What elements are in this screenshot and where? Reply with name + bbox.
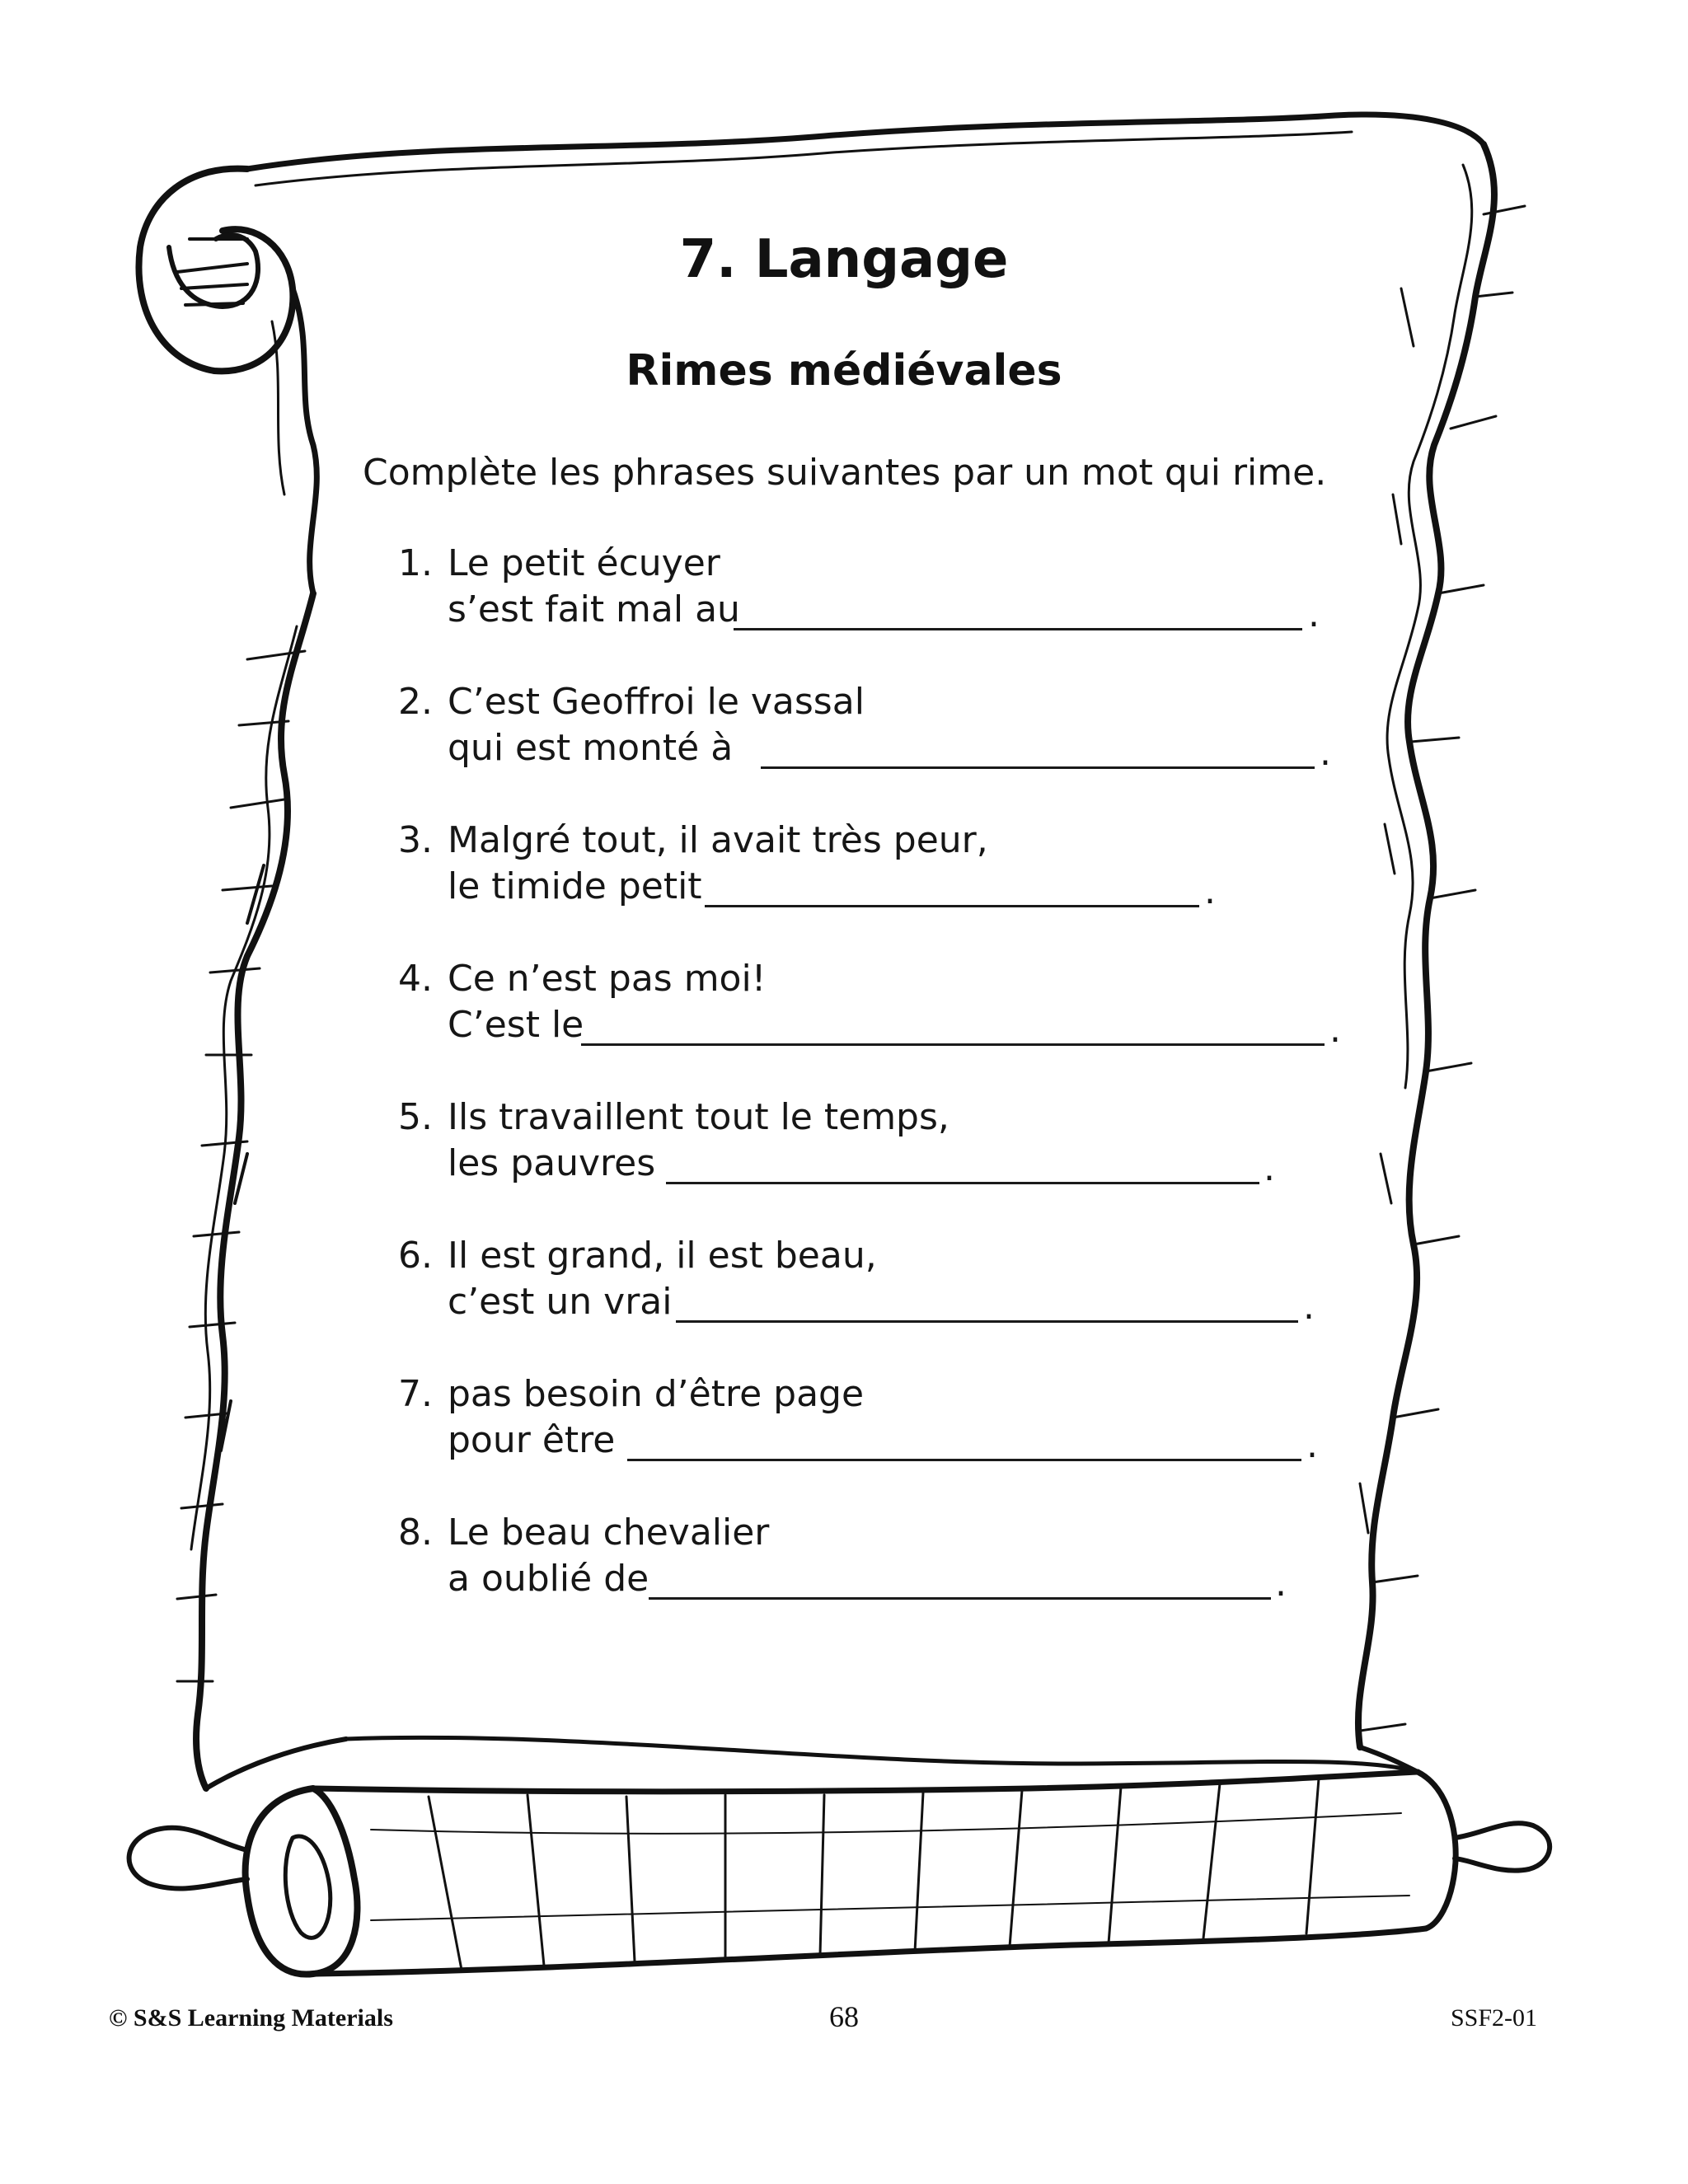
subtitle: Rimes médiévales <box>626 346 1062 396</box>
answer-blank[interactable] <box>676 1320 1298 1323</box>
question-line-1: Le petit écuyer <box>448 542 720 584</box>
question-line-1: C’est Geoffroi le vassal <box>448 681 865 723</box>
footer-page-number: 68 <box>829 2000 859 2033</box>
question-line-2: le timide petit <box>448 865 702 907</box>
question-line-2: les pauvres <box>448 1142 656 1184</box>
question-line-1: Ce n’est pas moi! <box>448 958 767 1000</box>
question-line-2: a oublié de <box>448 1558 649 1600</box>
period: . <box>1204 870 1216 912</box>
period: . <box>1264 1147 1275 1189</box>
question-number: 7. <box>398 1373 433 1415</box>
period: . <box>1308 593 1320 635</box>
question-number: 6. <box>398 1235 433 1277</box>
period: . <box>1303 1286 1315 1328</box>
answer-blank[interactable] <box>705 905 1199 907</box>
question-line-1: Malgré tout, il avait très peur, <box>448 819 988 861</box>
question-line-1: Ils travaillent tout le temps, <box>448 1096 950 1138</box>
question-number: 8. <box>398 1511 433 1554</box>
question-line-1: Il est grand, il est beau, <box>448 1235 877 1277</box>
period: . <box>1275 1563 1287 1605</box>
period: . <box>1320 732 1331 774</box>
question-number: 4. <box>398 958 433 1000</box>
answer-blank[interactable] <box>581 1043 1325 1046</box>
question-line-2: c’est un vrai <box>448 1281 673 1323</box>
answer-blank[interactable] <box>627 1459 1301 1461</box>
question-line-1: pas besoin d’être page <box>448 1373 865 1415</box>
question-line-2: qui est monté à <box>448 727 734 769</box>
question-line-2: C’est le <box>448 1004 584 1046</box>
question-line-2: s’est fait mal au <box>448 588 740 630</box>
page-title: 7. Langage <box>679 229 1009 290</box>
answer-blank[interactable] <box>761 766 1315 769</box>
answer-blank[interactable] <box>666 1182 1259 1184</box>
answer-blank[interactable] <box>649 1597 1271 1600</box>
question-line-2: pour être <box>448 1419 616 1461</box>
instruction-text: Complète les phrases suivantes par un mot qui rime. <box>363 452 1327 494</box>
question-number: 3. <box>398 819 433 861</box>
question-number: 5. <box>398 1096 433 1138</box>
question-number: 1. <box>398 542 433 584</box>
question-line-1: Le beau chevalier <box>448 1511 770 1554</box>
question-number: 2. <box>398 681 433 723</box>
period: . <box>1306 1424 1318 1466</box>
period: . <box>1329 1009 1341 1051</box>
footer-copyright: © S&S Learning Materials <box>109 2004 393 2032</box>
footer-product-code: SSF2-01 <box>1451 2004 1538 2032</box>
answer-blank[interactable] <box>734 628 1302 630</box>
